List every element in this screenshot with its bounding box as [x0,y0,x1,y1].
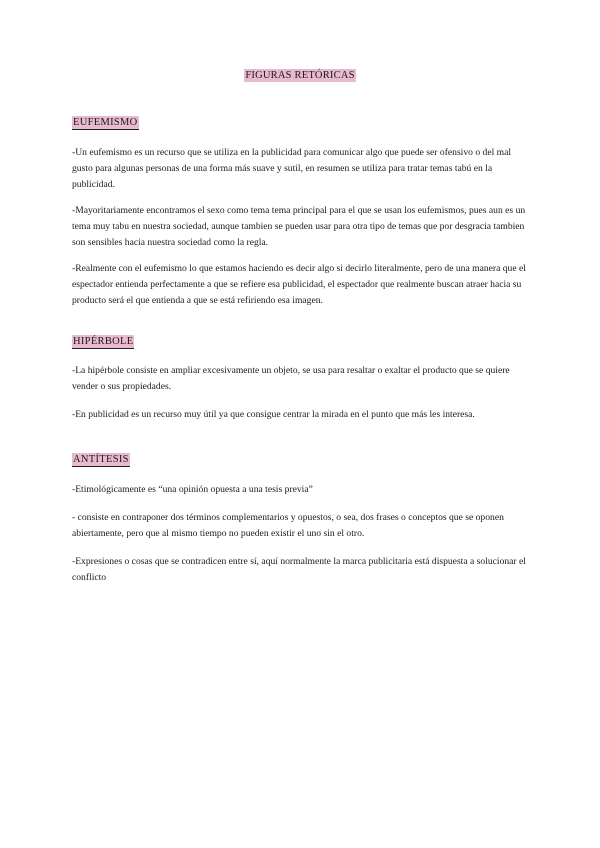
document-title [0,70,600,81]
paragraph: -Mayoritariamente encontramos el sexo como tema tema principal para el que se usan los eufemismos, pues aun es un tema muy tabu en nuestra sociedad, aunque tambien se pueden usar para otra tipo de temas que por desgracia tambien son sensibles hacia nuestra sociedad como la regla. [72,205,526,249]
section-heading-hiperbole [72,336,134,347]
paragraph: -En publicidad es un recurso muy útil ya que consigue centrar la mirada en el punto que más les interesa. [72,409,475,420]
section-heading-text: ANTÍTESIS [73,454,129,465]
paragraph: -Realmente con el eufemismo lo que estamos haciendo es decir algo si decirlo literalmente, pero de una manera que el espectador entienda perfectamente a que se refiere esa publicidad, el espectador que realmente buscan atraer hacia su producto será el que entienda a que se está refiriendo esa imagen. [72,263,526,307]
section-heading-text: HIPÉRBOLE [73,336,134,347]
paragraph: - consiste en contraponer dos términos complementarios y opuestos, o sea, dos frases o conceptos que se oponen abiertamente, pero que al mismo tiempo no pueden existir el uno sin el otro. [72,512,504,540]
document-title-text: FIGURAS RETÓRICAS [245,70,355,81]
paragraph: -La hipérbole consiste en ampliar excesivamente un objeto, se usa para resaltar o exaltar el producto que se quiere vender o sus propiedades. [72,365,510,393]
paragraph: -Un eufemismo es un recurso que se utiliza en la publicidad para comunicar algo que puede ser ofensivo o del mal gusto para algunas personas de una forma más suave y sutil, en resumen se utiliza para tratar temas tabú en la publicidad. [72,147,512,191]
section-heading-eufemismo [72,117,139,128]
paragraph: -Etimológicamente es “una opinión opuesta a una tesis previa” [72,484,313,495]
paragraph: -Expresiones o cosas que se contradicen entre sí, aquí normalmente la marca publicitaria está dispuesta a solucionar el conflicto [72,556,526,584]
section-heading-antitesis [72,454,130,465]
section-heading-text: EUFEMISMO [73,117,138,128]
